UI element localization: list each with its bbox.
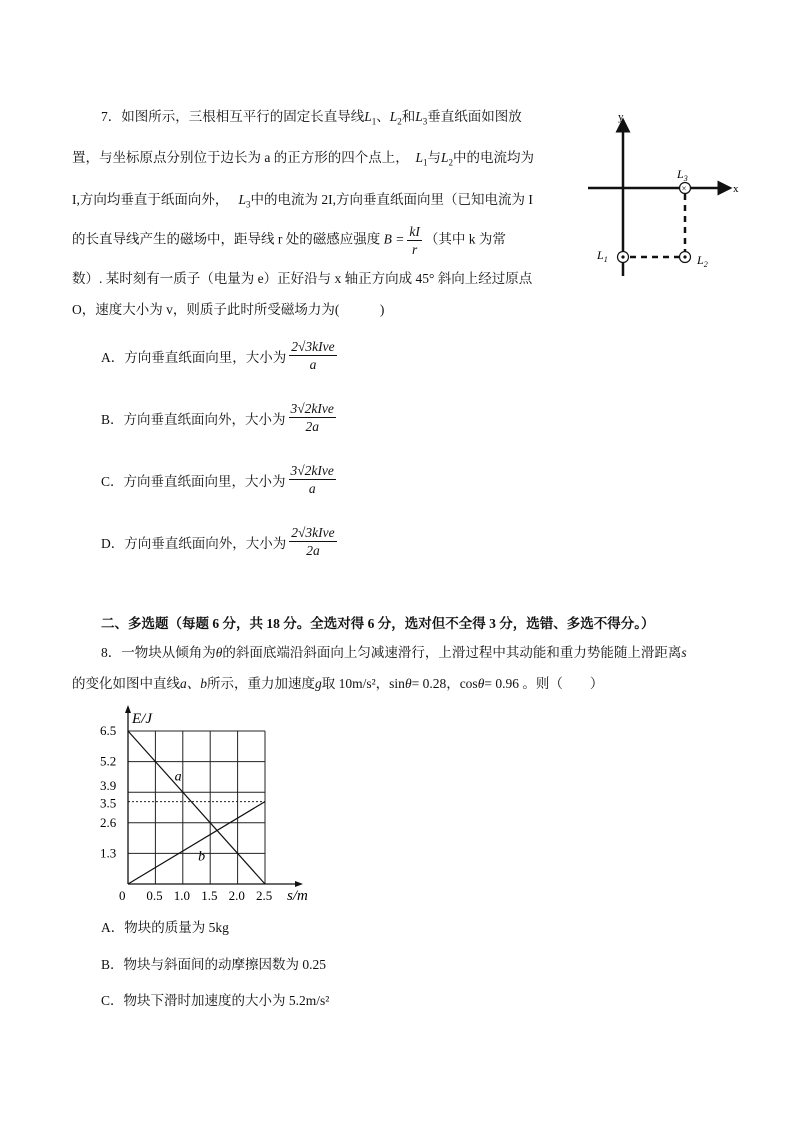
section-heading: 二、多选题（每题 6 分，共 18 分。全选对得 6 分，选对但不全得 3 分，选错、多选不得分。） [101, 616, 655, 631]
q7-wire-diagram [580, 108, 750, 283]
energy-chart [90, 698, 330, 908]
q8-option-a: A．物块的质量为 5kg [101, 920, 229, 935]
x-axis-label: s/m [287, 888, 308, 904]
q7-option-d: D．方向垂直纸面向外，大小为 $\frac{\text{2√3kIve}}{2a}$ [101, 525, 335, 558]
x-tick-label: 0 [119, 888, 126, 903]
series-label-b: b [198, 849, 206, 865]
y-axis-arrow [125, 705, 131, 713]
q7-option-c: C．方向垂直纸面向里，大小为 $\frac{\text{3√2kIve}}{a}$ [101, 463, 334, 496]
y-tick-label: 6.5 [100, 723, 117, 738]
y-tick-label: 3.5 [100, 795, 117, 811]
y-tick-label: 2.6 [100, 814, 117, 830]
q8-option-b: B．物块与斜面间的动摩擦因数为 0.25 [101, 957, 327, 972]
x-tick-label: 2.5 [256, 888, 273, 903]
series-line-a [128, 731, 265, 884]
y-tick-label: 5.2 [100, 753, 117, 769]
x-axis-label: x [733, 183, 739, 195]
cross-icon: × [681, 183, 687, 194]
q8-line1: 8．一物块从倾角为θ的斜面底端沿斜面向上匀减速滑行，上滑过程中其动能和重力势能随上滑距离s [101, 645, 687, 660]
q7-line2: 置，与坐标原点分别位于边长为 a 的正方形的四个点上， $L_1$与$L_2$中的电流均为 [72, 150, 535, 168]
q7-line3: I,方向均垂直于纸面向外， $L_3$中的电流为 2I,方向垂直纸面向里（已知电流为 I [72, 192, 533, 210]
x-tick-label: 1.0 [173, 888, 191, 903]
dot-icon [683, 255, 686, 258]
y-axis-label: y [618, 111, 624, 123]
q7-option-b: B．方向垂直纸面向外，大小为 $\frac{\text{3√2kIve}}{2a}$ [101, 401, 334, 434]
x-tick-label: 0.5 [146, 888, 163, 903]
q7-line1: 7．如图所示，三根相互平行的固定长直导线$L_1$、$L_2$和$L_3$垂直纸面如图放 [101, 109, 522, 127]
label-l2: $L_2$ [697, 253, 708, 269]
label-l3: $L_3$ [677, 167, 688, 183]
label-l1: $L_1$ [597, 248, 608, 264]
y-tick-label: 1.3 [100, 845, 117, 861]
x-tick-label: 2.0 [228, 888, 245, 903]
q8-option-c: C．物块下滑时加速度的大小为 5.2m/s² [101, 993, 330, 1008]
y-tick-label: 3.9 [100, 778, 117, 794]
dot-icon [621, 255, 624, 258]
q8-line2: 的变化如图中直线a、b所示，重力加速度g取 10m/s²，sinθ= 0.28，cosθ= 0.96 。则（ ） [72, 676, 604, 691]
x-tick-label: 1.5 [201, 888, 218, 903]
q7-line4: 的长直导线产生的磁场中，距导线 r 处的磁感应强度 B = $\frac{kI}{r}$ （其中 k 为常 [72, 224, 506, 257]
q7-line6: O，速度大小为 v，则质子此时所受磁场力为( ) [72, 302, 385, 317]
series-line-b [128, 802, 265, 884]
formula-fraction: $\frac{kI}{r}$ [409, 224, 420, 257]
q7-option-a: A．方向垂直纸面向里，大小为 $\frac{\text{2√3kIve}}{a}$ [101, 339, 335, 372]
y-axis-label: E/J [132, 711, 152, 727]
series-label-a: a [174, 769, 182, 785]
x-axis-arrow [295, 881, 303, 887]
q7-line5: 数）. 某时刻有一质子（电量为 e）正好沿与 x 轴正方向成 45° 斜向上经过原点 [72, 271, 533, 286]
